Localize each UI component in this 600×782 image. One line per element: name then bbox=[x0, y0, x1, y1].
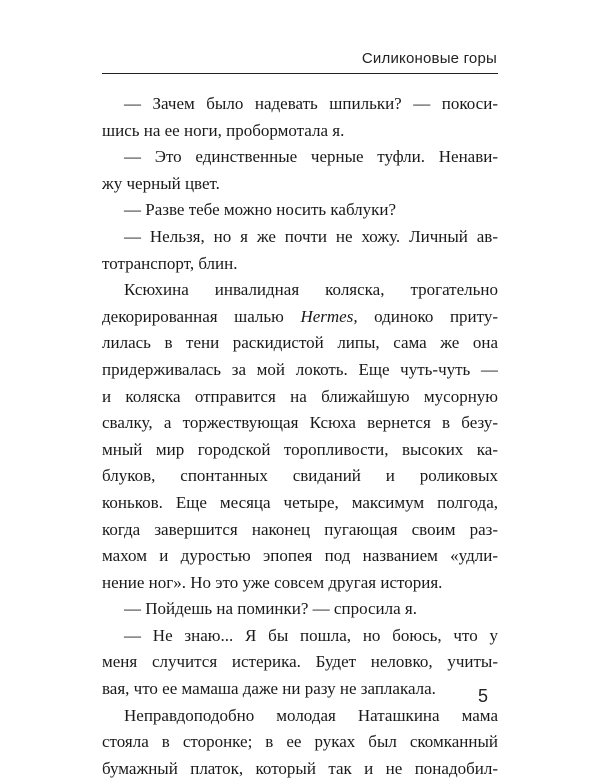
text-line: жу черный цвет. bbox=[102, 173, 220, 193]
text-line: придерживалась за мой локоть. Еще чуть-чуть — bbox=[102, 359, 498, 379]
header-rule bbox=[102, 73, 498, 74]
text-line: Неправдоподобно молодая Наташкина мама bbox=[124, 705, 498, 725]
running-title: Силиконовые горы bbox=[361, 50, 497, 67]
text-line: — Пойдешь на поминки? — спросила я. bbox=[124, 599, 417, 619]
page-number: 5 bbox=[477, 686, 488, 706]
text-line: — Разве тебе можно носить каблуки? bbox=[124, 200, 397, 220]
text-line: лилась в тени раскидистой липы, сама же она bbox=[102, 333, 498, 353]
text-line: и коляска отправится на ближайшую мусорную bbox=[102, 386, 498, 406]
text-line: блуков, спонтанных свиданий и роликовых bbox=[102, 466, 498, 486]
text-line: когда завершится наконец пугающая своим раз- bbox=[102, 519, 498, 539]
italic-brand: Hermes, bbox=[300, 306, 358, 326]
text-line: — Зачем было надевать шпильки? — покоси- bbox=[124, 94, 498, 113]
text-line: свалку, а торжествующая Ксюха вернется в безу- bbox=[102, 413, 498, 433]
text-line: махом и дуростью эпопея под названием «удли- bbox=[102, 546, 498, 566]
text-line: нение ног». Но это уже совсем другая история. bbox=[102, 572, 443, 592]
text-line: тотранспорт, блин. bbox=[102, 253, 238, 273]
text-line: — Это единственные черные туфли. Ненави- bbox=[124, 147, 498, 167]
text-line: шись на ее ноги, пробормотала я. bbox=[102, 120, 345, 140]
text-line: Ксюхина инвалидная коляска, трогательно bbox=[124, 280, 498, 300]
text-line: — Нельзя, но я же почти не хожу. Личный ав- bbox=[124, 226, 498, 246]
text-line: — Не знаю... Я бы пошла, но боюсь, что у bbox=[124, 625, 498, 645]
text-line: декорированная шалью Hermes, одиноко приту- bbox=[102, 306, 498, 326]
text-line: вая, что ее мамаша даже ни разу не заплакала. bbox=[102, 679, 436, 699]
text-line: стояла в сторонке; в ее руках был скомканный bbox=[102, 732, 498, 752]
text-line: бумажный платок, который так и не понадобил- bbox=[102, 758, 498, 778]
body-text bbox=[102, 91, 498, 782]
text-line: коньков. Еще месяца четыре, максимум полгода, bbox=[102, 492, 498, 512]
text-line: мный мир городской торопливости, высоких ка- bbox=[102, 439, 498, 459]
text-line: меня случится истерика. Будет неловко, учиты- bbox=[102, 652, 498, 672]
